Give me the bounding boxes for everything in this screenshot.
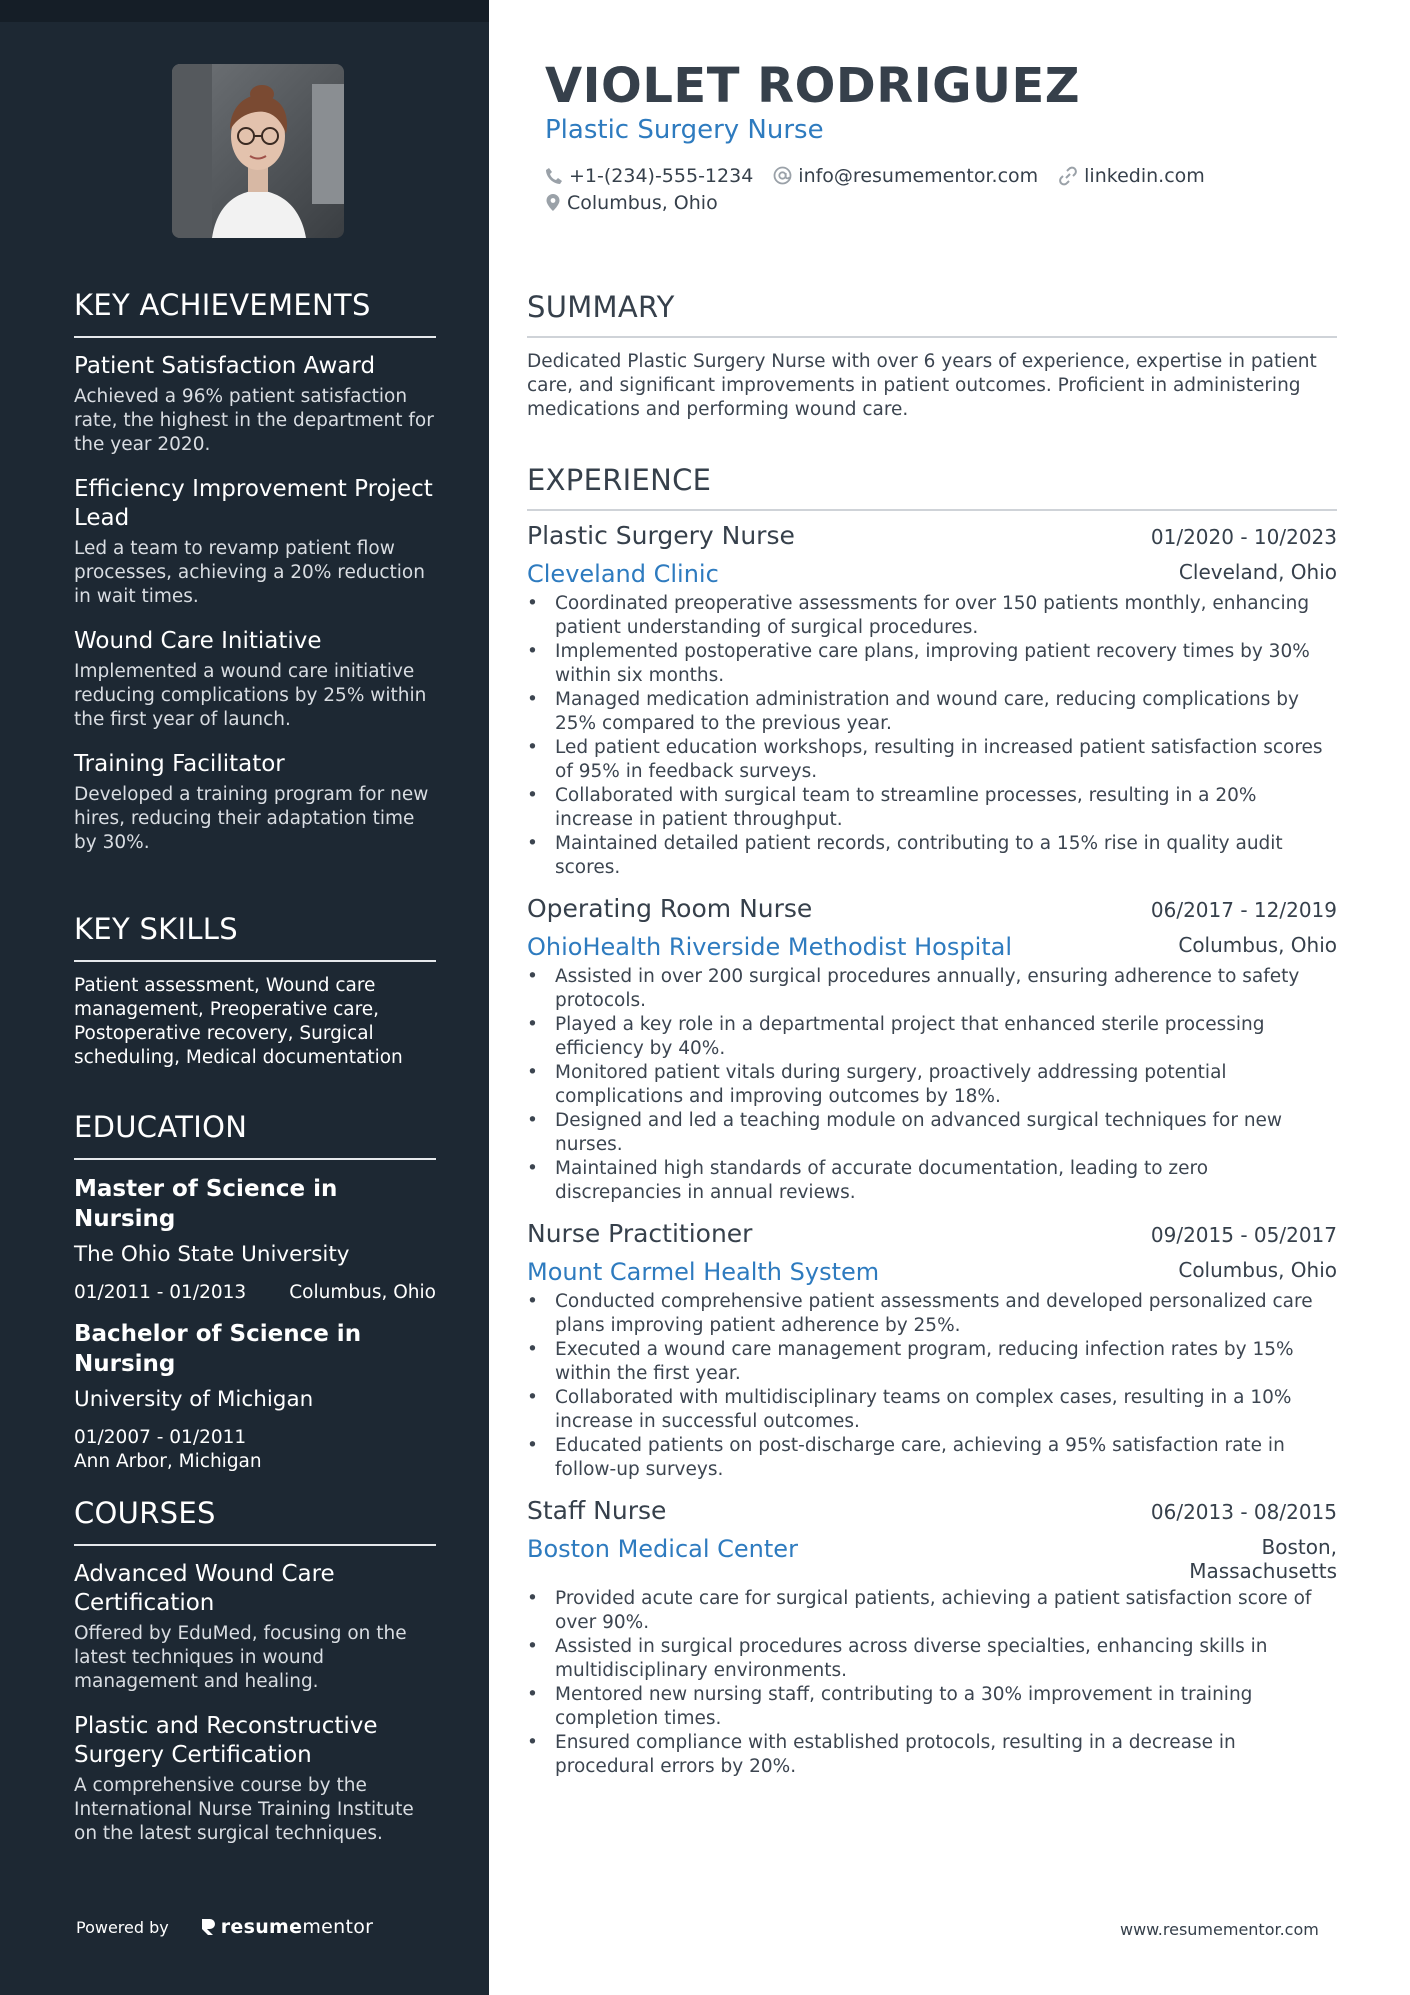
job-role: Staff Nurse <box>527 1496 667 1525</box>
courses-heading: COURSES <box>74 1496 436 1546</box>
course-item <box>74 1712 436 1846</box>
contact-info <box>545 162 1225 216</box>
achievement-desc: Implemented a wound care initiative reducing complications by 25% within the first year of launch. <box>74 661 427 730</box>
job-bullet: • Collaborated with multidisciplinary teams on complex cases, resulting in a 10% increase in successful outcomes. <box>527 1386 1337 1434</box>
job-company: Boston Medical Center <box>527 1535 798 1563</box>
job-location: Cleveland, Ohio <box>1178 560 1337 584</box>
achievement-item <box>74 627 436 732</box>
job-entry <box>527 521 1337 880</box>
contact-email[interactable] <box>773 165 1038 187</box>
job-bullet: • Led patient education workshops, resulting in increased patient satisfaction scores of 95% in feedback surveys. <box>527 736 1337 784</box>
job-bullet: • Monitored patient vitals during surgery, proactively addressing potential complications and improving outcomes by 18%. <box>527 1061 1337 1109</box>
at-icon <box>773 166 792 185</box>
powered-by <box>76 1916 373 1938</box>
education-school: The Ohio State University <box>74 1242 350 1267</box>
job-company: Mount Carmel Health System <box>527 1258 880 1286</box>
course-desc: Offered by EduMed, focusing on the latest techniques in wound management and healing. <box>74 1623 407 1692</box>
courses-section <box>74 1496 436 1864</box>
experience-heading: EXPERIENCE <box>527 463 1337 511</box>
summary-section <box>527 290 1337 422</box>
brand-rest: mentor <box>302 1916 374 1938</box>
job-bullet: • Maintained detailed patient records, contributing to a 15% rise in quality audit scores. <box>527 832 1337 880</box>
job-bullet: • Educated patients on post-discharge care, achieving a 95% satisfaction rate in follow-up surveys. <box>527 1434 1337 1482</box>
job-bullet: • Collaborated with surgical team to streamline processes, resulting in a 20% increase in patient throughput. <box>527 784 1337 832</box>
job-role: Plastic Surgery Nurse <box>527 521 795 550</box>
job-bullet: • Maintained high standards of accurate documentation, leading to zero discrepancies in annual reviews. <box>527 1157 1337 1205</box>
job-bullet: • Coordinated preoperative assessments for over 150 patients monthly, enhancing patient understanding of surgical procedures. <box>527 592 1337 640</box>
job-location: Columbus, Ohio <box>1178 933 1337 957</box>
job-bullets <box>527 592 1337 880</box>
brand-logo[interactable] <box>201 1916 374 1938</box>
job-dates: 01/2020 - 10/2023 <box>1150 525 1337 549</box>
skills-text: Patient assessment, Wound care management, Preoperative care, Postoperative recovery, Surgical scheduling, Medical documentation <box>74 975 403 1068</box>
education-degree: Master of Science in Nursing <box>74 1176 338 1232</box>
contact-phone[interactable] <box>545 165 753 187</box>
skills-section <box>74 912 436 1070</box>
job-company: OhioHealth Riverside Methodist Hospital <box>527 933 1013 961</box>
job-bullet: • Assisted in surgical procedures across diverse specialties, enhancing skills in multidisciplinary environments. <box>527 1635 1337 1683</box>
education-location: Columbus, Ohio <box>289 1282 436 1303</box>
job-dates: 06/2013 - 08/2015 <box>1150 1500 1337 1524</box>
candidate-name: VIOLET RODRIGUEZ <box>545 58 1081 114</box>
summary-heading: SUMMARY <box>527 290 1337 338</box>
job-bullets <box>527 1290 1337 1482</box>
education-heading: EDUCATION <box>74 1110 436 1160</box>
achievement-title: Patient Satisfaction Award <box>74 353 376 379</box>
job-company: Cleveland Clinic <box>527 560 719 588</box>
job-entry <box>527 1496 1337 1779</box>
education-location: Ann Arbor, Michigan <box>74 1451 262 1472</box>
education-degree: Bachelor of Science in Nursing <box>74 1321 362 1377</box>
linkedin-text: linkedin.com <box>1084 164 1205 187</box>
education-dates: 01/2011 - 01/2013 <box>74 1282 247 1303</box>
sidebar <box>0 0 489 1995</box>
job-entry <box>527 894 1337 1205</box>
sidebar-top-band <box>0 0 489 22</box>
email-text: info@resumementor.com <box>798 164 1039 187</box>
job-entry <box>527 1219 1337 1482</box>
job-role: Operating Room Nurse <box>527 894 813 923</box>
achievement-item <box>74 750 436 855</box>
job-dates: 06/2017 - 12/2019 <box>1150 898 1337 922</box>
phone-text: +1-(234)-555-1234 <box>569 164 754 187</box>
powered-by-label: Powered by <box>76 1917 169 1937</box>
job-bullet: • Implemented postoperative care plans, improving patient recovery times by 30% within six months. <box>527 640 1337 688</box>
summary-text: Dedicated Plastic Surgery Nurse with over 6 years of experience, expertise in patient care, and significant improvements in patient outcomes. Proficient in administering medications and performing wound care. <box>527 351 1317 420</box>
job-bullets <box>527 1587 1337 1779</box>
experience-section <box>527 463 1337 1779</box>
course-desc: A comprehensive course by the International Nurse Training Institute on the latest surgical techniques. <box>74 1775 414 1844</box>
achievements-section <box>74 288 436 873</box>
job-bullet: • Ensured compliance with established protocols, resulting in a decrease in procedural errors by 20%. <box>527 1731 1337 1779</box>
footer-website-link[interactable]: www.resumementor.com <box>1120 1920 1319 1939</box>
job-location: Boston, Massachusetts <box>1189 1535 1337 1583</box>
brand-bold: resume <box>220 1916 303 1938</box>
job-bullet: • Designed and led a teaching module on advanced surgical techniques for new nurses. <box>527 1109 1337 1157</box>
education-item <box>74 1174 436 1305</box>
contact-linkedin[interactable] <box>1058 165 1205 187</box>
achievement-desc: Achieved a 96% patient satisfaction rate, the highest in the department for the year 2020. <box>74 386 434 455</box>
job-role: Nurse Practitioner <box>527 1219 753 1248</box>
education-dates: 01/2007 - 01/2011 <box>74 1427 247 1448</box>
candidate-title: Plastic Surgery Nurse <box>545 115 824 145</box>
achievement-title: Efficiency Improvement Project Lead <box>74 476 433 531</box>
education-section <box>74 1110 436 1474</box>
brand-mark-icon <box>201 1918 215 1936</box>
course-title: Plastic and Reconstructive Surgery Certification <box>74 1713 378 1768</box>
job-location: Columbus, Ohio <box>1178 1258 1337 1282</box>
achievement-desc: Developed a training program for new hires, reducing their adaptation time by 30%. <box>74 784 429 853</box>
job-bullets <box>527 965 1337 1205</box>
job-dates: 09/2015 - 05/2017 <box>1150 1223 1337 1247</box>
location-text: Columbus, Ohio <box>567 191 718 214</box>
education-item <box>74 1319 436 1474</box>
link-icon <box>1058 166 1078 186</box>
education-meta <box>74 1281 436 1305</box>
job-bullet: • Assisted in over 200 surgical procedures annually, ensuring adherence to safety protocols. <box>527 965 1337 1013</box>
job-bullet: • Mentored new nursing staff, contributing to a 30% improvement in training completion times. <box>527 1683 1337 1731</box>
job-bullet: • Executed a wound care management program, reducing infection rates by 15% within the first year. <box>527 1338 1337 1386</box>
job-bullet: • Conducted comprehensive patient assessments and developed personalized care plans improving patient adherence by 25%. <box>527 1290 1337 1338</box>
course-title: Advanced Wound Care Certification <box>74 1561 335 1616</box>
job-bullet: • Managed medication administration and wound care, reducing complications by 25% compared to the previous year. <box>527 688 1337 736</box>
location-pin-icon <box>545 193 561 212</box>
job-bullet: • Provided acute care for surgical patients, achieving a patient satisfaction score of over 90%. <box>527 1587 1337 1635</box>
achievement-item <box>74 475 436 609</box>
achievements-heading: KEY ACHIEVEMENTS <box>74 288 436 338</box>
job-bullet: • Played a key role in a departmental project that enhanced sterile processing efficiency by 40%. <box>527 1013 1337 1061</box>
achievement-desc: Led a team to revamp patient flow processes, achieving a 20% reduction in wait times. <box>74 538 425 607</box>
achievement-title: Training Facilitator <box>74 751 285 777</box>
course-item <box>74 1560 436 1694</box>
achievement-title: Wound Care Initiative <box>74 628 322 654</box>
education-school: University of Michigan <box>74 1387 314 1412</box>
phone-icon <box>545 167 563 185</box>
skills-heading: KEY SKILLS <box>74 912 436 962</box>
profile-photo <box>172 64 344 238</box>
contact-location <box>545 192 718 214</box>
achievement-item <box>74 352 436 457</box>
